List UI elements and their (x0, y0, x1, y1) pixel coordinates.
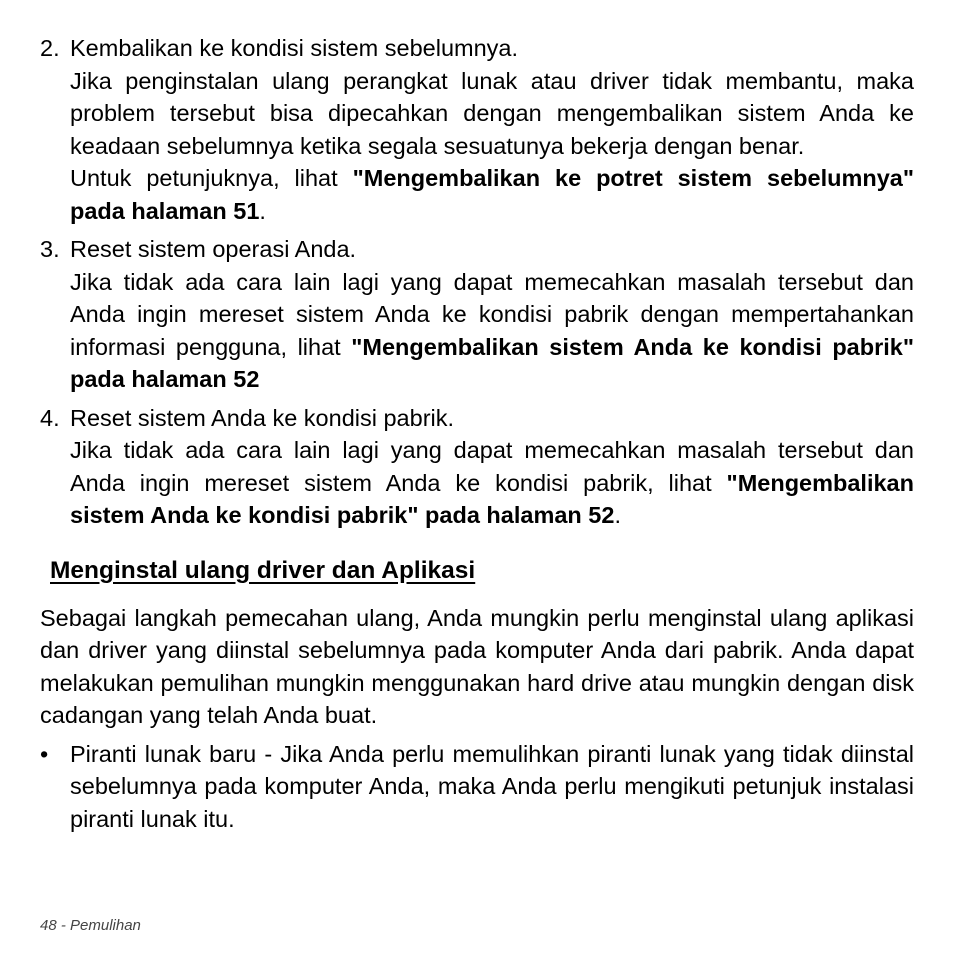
list-item-body (70, 233, 914, 396)
list-number: 4. (40, 404, 60, 431)
list-item-reference (70, 162, 914, 227)
list-item-title: Reset sistem Anda ke kondisi pabrik. (70, 404, 455, 431)
bullet-text: Piranti lunak baru - Jika Anda perlu memulihkan piranti lunak yang tidak diinstal sebelumnya pada komputer Anda, maka Anda perlu mengikuti petunjuk instalasi piranti lunak itu. (70, 740, 914, 832)
list-item-4 (40, 402, 914, 532)
section-heading: Menginstal ulang driver dan Aplikasi (50, 556, 476, 584)
list-number: 2. (40, 35, 60, 61)
reference-lead-text: Jika tidak ada cara lain lagi yang dapat memecahkan masalah tersebut dan Anda ingin mereset sistem Anda ke kondisi pabrik, lihat (70, 437, 914, 496)
list-item-paragraph (70, 266, 914, 396)
reference-end: . (614, 502, 621, 528)
document-page (40, 32, 914, 835)
reference-end: . (259, 197, 266, 224)
list-item-2 (40, 32, 914, 227)
list-item-title: Reset sistem operasi Anda. (70, 236, 357, 262)
reference-lead-text: Untuk petunjuknya, lihat (70, 165, 353, 191)
reference-link[interactable]: "Mengembalikan ke potret sistem sebelumnya" pada halaman 51 (70, 165, 914, 224)
bullet-item (40, 738, 914, 836)
list-item-paragraph (70, 434, 914, 532)
reference-link[interactable]: "Mengembalikan sistem Anda ke kondisi pabrik" pada halaman 52 (70, 333, 914, 392)
list-item-3 (40, 233, 914, 396)
section-paragraph: Sebagai langkah pemecahan ulang, Anda mungkin perlu menginstal ulang aplikasi dan driver yang diinstal sebelumnya pada komputer Anda dari pabrik. Anda dapat melakukan pemulihan mungkin menggunakan hard drive atau mungkin dengan disk cadangan yang telah Anda buat. (40, 604, 914, 728)
reference-link[interactable]: "Mengembalikan sistem Anda ke kondisi pabrik" pada halaman 52 (70, 469, 914, 528)
list-item-body (70, 32, 914, 227)
list-number: 3. (40, 236, 60, 262)
reference-lead-text: Jika tidak ada cara lain lagi yang dapat memecahkan masalah tersebut dan Anda ingin mereset sistem Anda ke kondisi pabrik dengan mempertahankan informasi pengguna, lihat (70, 268, 914, 360)
list-item-paragraph: Jika penginstalan ulang perangkat lunak atau driver tidak membantu, maka problem tersebut bisa dipecahkan dengan mengembalikan sistem Anda ke keadaan sebelumnya ketika segala sesuatunya bekerja dengan benar. (70, 67, 914, 159)
bullet-icon: • (40, 740, 49, 767)
list-item-title: Kembalikan ke kondisi sistem sebelumnya. (70, 35, 519, 61)
page-footer: 48 - Pemulihan (40, 917, 141, 934)
list-item-body (70, 402, 914, 532)
